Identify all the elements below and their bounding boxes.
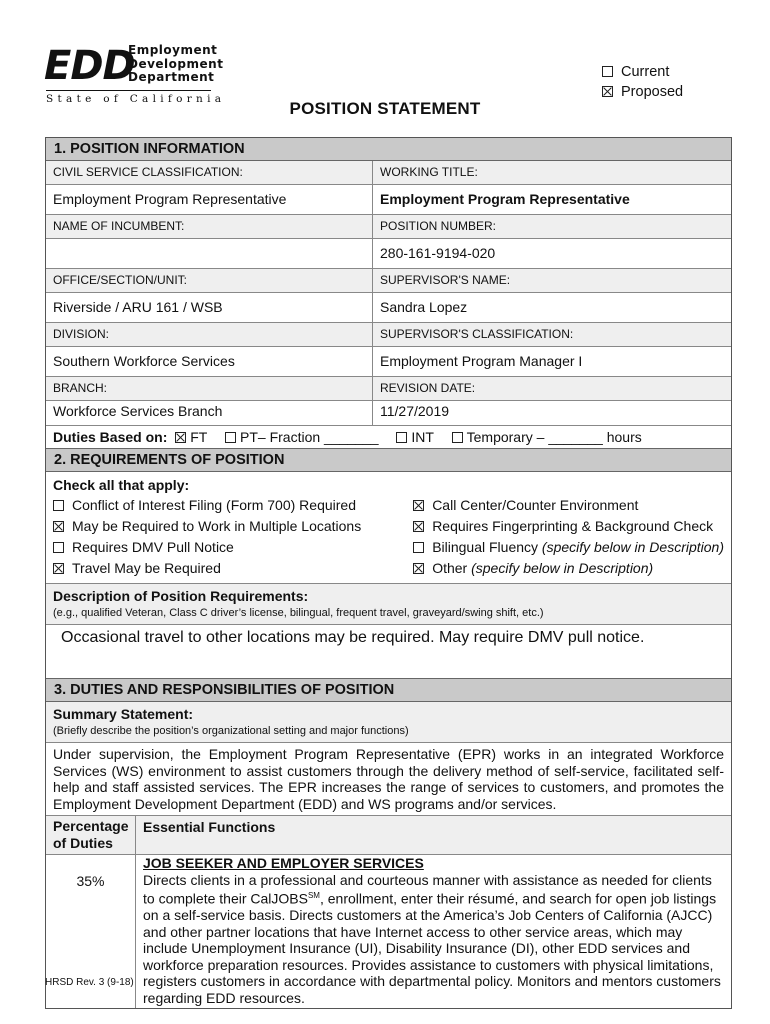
duty-row <box>46 855 731 1008</box>
pt-checkbox[interactable] <box>225 432 236 443</box>
summary-heading: Summary Statement: (Briefly describe the position’s organizational setting and major functions) <box>46 702 731 743</box>
current-checkbox[interactable] <box>602 66 613 77</box>
int-checkbox[interactable] <box>396 432 407 443</box>
temp-checkbox[interactable] <box>452 432 463 443</box>
duty-description[interactable]: JOB SEEKER AND EMPLOYER SERVICES Directs clients in a professional and courteous manner with assistance as needed for clients to complete their CalJOBS℠, enrollment, enter their résumé, and search for open job listings on a self-service basis. Directs customers at the America’s Job Centers of California (AJCC) and other partner locations that have Internet access to other service areas, which may include Unemployment Insurance (UI), Disability Insurance (DI), other EDD services and workforce preparation resources. Provides assistance to customers with physical limitations, registers customers in accordance with departmental policy. Monitors and mentors customers regarding EDD resources. <box>136 855 731 1008</box>
position-form <box>45 137 732 1009</box>
temp-label: Temporary – _______ hours <box>466 429 642 445</box>
edd-logo <box>44 43 226 105</box>
proposed-checkbox[interactable] <box>602 86 613 97</box>
duties-based-on <box>46 426 731 449</box>
supervisor-name-label: SUPERVISOR'S NAME: <box>373 269 731 292</box>
duty-title: JOB SEEKER AND EMPLOYER SERVICES <box>143 855 424 871</box>
edd-logo-state: State of California <box>46 90 211 105</box>
req-conflict-of-interest[interactable]: Conflict of Interest Filing (Form 700) Required <box>53 495 413 516</box>
row-branch-labels <box>46 377 731 401</box>
checkbox[interactable] <box>413 563 424 574</box>
row-classification-labels <box>46 161 731 185</box>
working-title-field[interactable]: Employment Program Representative <box>380 191 630 207</box>
row-office-labels <box>46 269 731 293</box>
office-field[interactable]: Riverside / ARU 161 / WSB <box>46 293 373 322</box>
supervisor-class-label: SUPERVISOR'S CLASSIFICATION: <box>373 323 731 346</box>
duty-percentage[interactable]: 35% <box>46 855 136 1008</box>
csc-field[interactable]: Employment Program Representative <box>46 185 373 214</box>
req-fingerprinting[interactable]: Requires Fingerprinting & Background Check <box>413 516 724 537</box>
edd-logo-org: Employment Development Department <box>128 43 224 84</box>
division-label: DIVISION: <box>46 323 373 346</box>
page-title: POSITION STATEMENT <box>289 99 481 118</box>
description-field[interactable]: Occasional travel to other locations may be required. May require DMV pull notice. <box>46 625 731 679</box>
req-multiple-locations[interactable]: May be Required to Work in Multiple Locations <box>53 516 413 537</box>
supervisor-class-field[interactable]: Employment Program Manager I <box>380 353 583 369</box>
percentage-header: Percentage of Duties <box>46 816 136 854</box>
row-division-values <box>46 347 731 377</box>
supervisor-name-field[interactable]: Sandra Lopez <box>380 299 468 315</box>
duties-label: Duties Based on: <box>53 429 168 445</box>
checkbox[interactable] <box>53 563 64 574</box>
row-incumbent-labels <box>46 215 731 239</box>
section-requirements: 2. REQUIREMENTS OF POSITION <box>46 449 731 472</box>
row-incumbent-values <box>46 239 731 269</box>
position-number-field[interactable]: 280-161-9194-020 <box>380 245 496 261</box>
office-label: OFFICE/SECTION/UNIT: <box>46 269 373 292</box>
row-division-labels <box>46 323 731 347</box>
working-title-label: WORKING TITLE: <box>373 161 731 184</box>
section-duties: 3. DUTIES AND RESPONSIBILITIES OF POSITION <box>46 679 731 702</box>
section-position-information: 1. POSITION INFORMATION <box>46 138 731 161</box>
int-label: INT <box>411 429 434 445</box>
branch-field[interactable]: Workforce Services Branch <box>46 401 373 425</box>
status-options <box>602 62 683 102</box>
current-option[interactable]: Current <box>602 62 683 82</box>
proposed-option[interactable]: Proposed <box>602 82 683 102</box>
incumbent-field[interactable] <box>46 239 373 268</box>
checkbox[interactable] <box>53 500 64 511</box>
form-revision: HRSD Rev. 3 (9-18) <box>45 977 134 988</box>
req-other[interactable]: Other (specify below in Description) <box>413 558 724 579</box>
checkbox[interactable] <box>413 542 424 553</box>
duties-table-header <box>46 816 731 855</box>
edd-logo-mark: EDD <box>44 43 135 89</box>
checkbox[interactable] <box>413 500 424 511</box>
req-call-center[interactable]: Call Center/Counter Environment <box>413 495 724 516</box>
checkbox[interactable] <box>53 542 64 553</box>
position-number-label: POSITION NUMBER: <box>373 215 731 238</box>
revision-date-label: REVISION DATE: <box>373 377 731 400</box>
csc-label: CIVIL SERVICE CLASSIFICATION: <box>46 161 373 184</box>
division-field[interactable]: Southern Workforce Services <box>46 347 373 376</box>
requirements-left-column <box>53 495 413 579</box>
req-travel[interactable]: Travel May be Required <box>53 558 413 579</box>
revision-date-field[interactable]: 11/27/2019 <box>380 403 450 419</box>
ft-checkbox[interactable] <box>175 432 186 443</box>
incumbent-label: NAME OF INCUMBENT: <box>46 215 373 238</box>
req-bilingual[interactable]: Bilingual Fluency (specify below in Description) <box>413 537 724 558</box>
checkbox[interactable] <box>413 521 424 532</box>
row-branch-values <box>46 401 731 426</box>
ft-label: FT <box>190 429 208 445</box>
pt-label: PT– Fraction _______ <box>240 429 379 445</box>
requirements-checklist <box>46 472 731 584</box>
essential-functions-header: Essential Functions <box>136 816 731 854</box>
requirements-right-column <box>413 495 724 579</box>
check-all-heading: Check all that apply: <box>53 477 190 493</box>
checkbox[interactable] <box>53 521 64 532</box>
row-office-values <box>46 293 731 323</box>
summary-field[interactable]: Under supervision, the Employment Program Representative (EPR) works in an integrated Workforce Services (WS) environment to assist customers through the delivery method of self-service, facilitated self-help and staff assisted services. The EPR increases the range of services to customers, and promotes the Employment Development Department (EDD) and WS programs and/or services. <box>46 743 731 816</box>
branch-label: BRANCH: <box>46 377 373 400</box>
req-dmv-pull-notice[interactable]: Requires DMV Pull Notice <box>53 537 413 558</box>
row-classification-values <box>46 185 731 215</box>
description-heading: Description of Position Requirements: (e.g., qualified Veteran, Class C driver’s license, bilingual, frequent travel, graveyard/swing shift, etc.) <box>46 584 731 625</box>
